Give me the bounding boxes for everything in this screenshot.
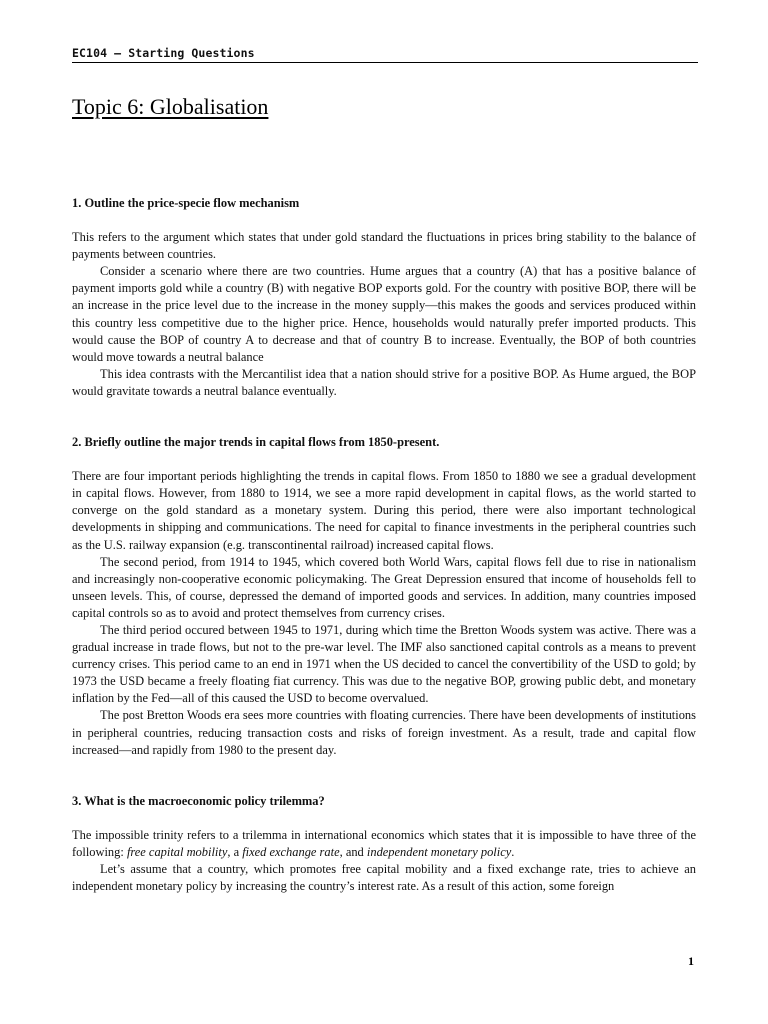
question-heading: 2. Briefly outline the major trends in capital flows from 1850-present.	[72, 435, 440, 450]
paragraph: Let’s assume that a country, which promotes free capital mobility and a fixed exchange rate, tries to achieve an independent monetary policy by increasing the country’s interest rate. As a result of this action, some foreign	[72, 862, 696, 894]
paragraph: The second period, from 1914 to 1945, which covered both World Wars, capital flows fell due to rise in nationalism and increasingly non-cooperative economic policymaking. The Great Depression ensured that income of households fell to unseen levels. This, of course, depressed the demand of imported goods and services. In addition, many countries imposed capital controls so as to avoid and protect themselves from currency crises.	[72, 554, 696, 620]
section-3	[72, 793, 696, 895]
paragraph: The third period occured between 1945 to 1971, during which time the Bretton Woods system was active. There was a gradual increase in trade flows, but not to the pre-war level. The IMF also sanctioned capital controls as a means to prevent currency crises. This period came to an end in 1971 when the US decided to cancel the convertibility of the USD to gold; by 1973 the USD became a freely floating fiat currency. This was due to the negative BOP, growing public debt, and monetary inflation by the Fed—all of this caused the USD to become overvalued.	[72, 622, 696, 706]
paragraph: Consider a scenario where there are two countries. Hume argues that a country (A) that has a positive balance of payment imports gold while a country (B) with negative BOP exports gold. For the country with positive BOP, there will be an increase in the price level due to the increase in the money supply—this makes the goods and services produced within this country less competitive due to the higher price. Hence, households would naturally prefer imported products. This would cause the BOP of country A to decrease and that of country B to increase. Eventually, the BOP of both countries would move towards a neutral balance	[72, 264, 696, 364]
term-fixed-exchange-rate: fixed exchange rate	[242, 844, 340, 859]
term-independent-monetary-policy: independent monetary policy	[366, 844, 512, 859]
question-heading: 3. What is the macroeconomic policy trilemma?	[72, 793, 325, 808]
paragraph: There are four important periods highlighting the trends in capital flows. From 1850 to 1880 we see a gradual development in capital flows. However, from 1880 to 1914, we see a more rapid development in capital flows, as the world started to converge on the gold standard as a monetary system. During this period, there were also important technological developments in shipping and communications. The need for capital to finance investments in the peripheral countries such as the U.S. railway expansion (e.g. transcontinental railroad) increased capital flows.	[72, 469, 696, 552]
paragraph: The impossible trinity refers to a trilemma in international economics which states that it is impossible to have three of the following: free capital mobility, a fixed exchange rate, and independent monetary policy.	[72, 827, 696, 859]
page-title: Topic 6: Globalisation	[72, 94, 269, 119]
document-body	[72, 195, 696, 895]
page-number: 1	[688, 954, 694, 968]
paragraph: This refers to the argument which states that under gold standard the fluctuations in prices bring stability to the balance of payments between countries.	[72, 230, 696, 262]
paragraph: This idea contrasts with the Mercantilist idea that a nation should strive for a positive BOP. As Hume argued, the BOP would gravitate towards a neutral balance eventually.	[72, 366, 696, 398]
question-heading: 1. Outline the price-specie flow mechanism	[72, 196, 300, 210]
running-header: EC104 – Starting Questions	[72, 46, 698, 63]
term-free-capital-mobility: free capital mobility	[126, 844, 228, 859]
section-1	[72, 195, 696, 400]
paragraph: The post Bretton Woods era sees more countries with floating currencies. There have been developments of institutions in peripheral countries, reducing transaction costs and risks of foreign investment. As a result, trade and capital flow increased—and rapidly from 1980 to the present day.	[72, 708, 696, 757]
section-2	[72, 434, 696, 759]
